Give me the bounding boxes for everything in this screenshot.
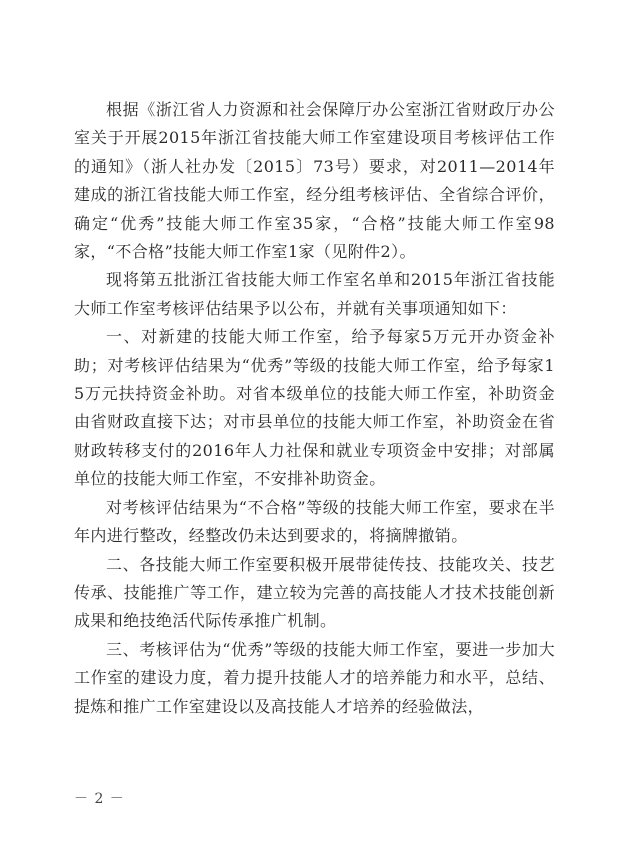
document-body xyxy=(74,96,555,721)
page-number: － 2 － xyxy=(74,791,125,807)
paragraph-2: 现将第五批浙江省技能大师工作室名单和2015年浙江省技能大师工作室考核评估结果予以公布，并就有关事项通知如下： xyxy=(74,270,555,318)
paragraph-3: 一、对新建的技能大师工作室，给予每家5万元开办资金补助；对考核评估结果为“优秀”等级的技能大师工作室，给予每家15万元扶持资金补助。对省本级单位的技能大师工作室，补助资金由省财政直接下达；对市县单位的技能大师工作室，补助资金在省财政转移支付的2016年人力社保和就业专项资金中安排；对部属单位的技能大师工作室，不安排补助资金。 xyxy=(74,327,555,489)
paragraph-5: 二、各技能大师工作室要积极开展带徒传技、技能攻关、技艺传承、技能推广等工作，建立较为完善的高技能人才技术技能创新成果和绝技绝活代际传承推广机制。 xyxy=(74,554,555,631)
paragraph-6: 三、考核评估为“优秀”等级的技能大师工作室，要进一步加大工作室的建设力度，着力提升技能人才的培养能力和水平，总结、提炼和推广工作室建设以及高技能人才培养的经验做法， xyxy=(74,639,555,716)
paragraph-1: 根据《浙江省人力资源和社会保障厅办公室浙江省财政厅办公室关于开展2015年浙江省技能大师工作室建设项目考核评估工作的通知》（浙人社办发〔2015〕73号）要求，对2011—2014年建成的浙江省技能大师工作室，经分组考核评估、全省综合评价，确定“优秀”技能大师工作室35家，“合格”技能大师工作室98家，“不合格”技能大师工作室1家（见附件2）。 xyxy=(74,100,555,262)
paragraph-4: 对考核评估结果为“不合格”等级的技能大师工作室，要求在半年内进行整改，经整改仍未达到要求的，将摘牌撤销。 xyxy=(74,497,555,546)
